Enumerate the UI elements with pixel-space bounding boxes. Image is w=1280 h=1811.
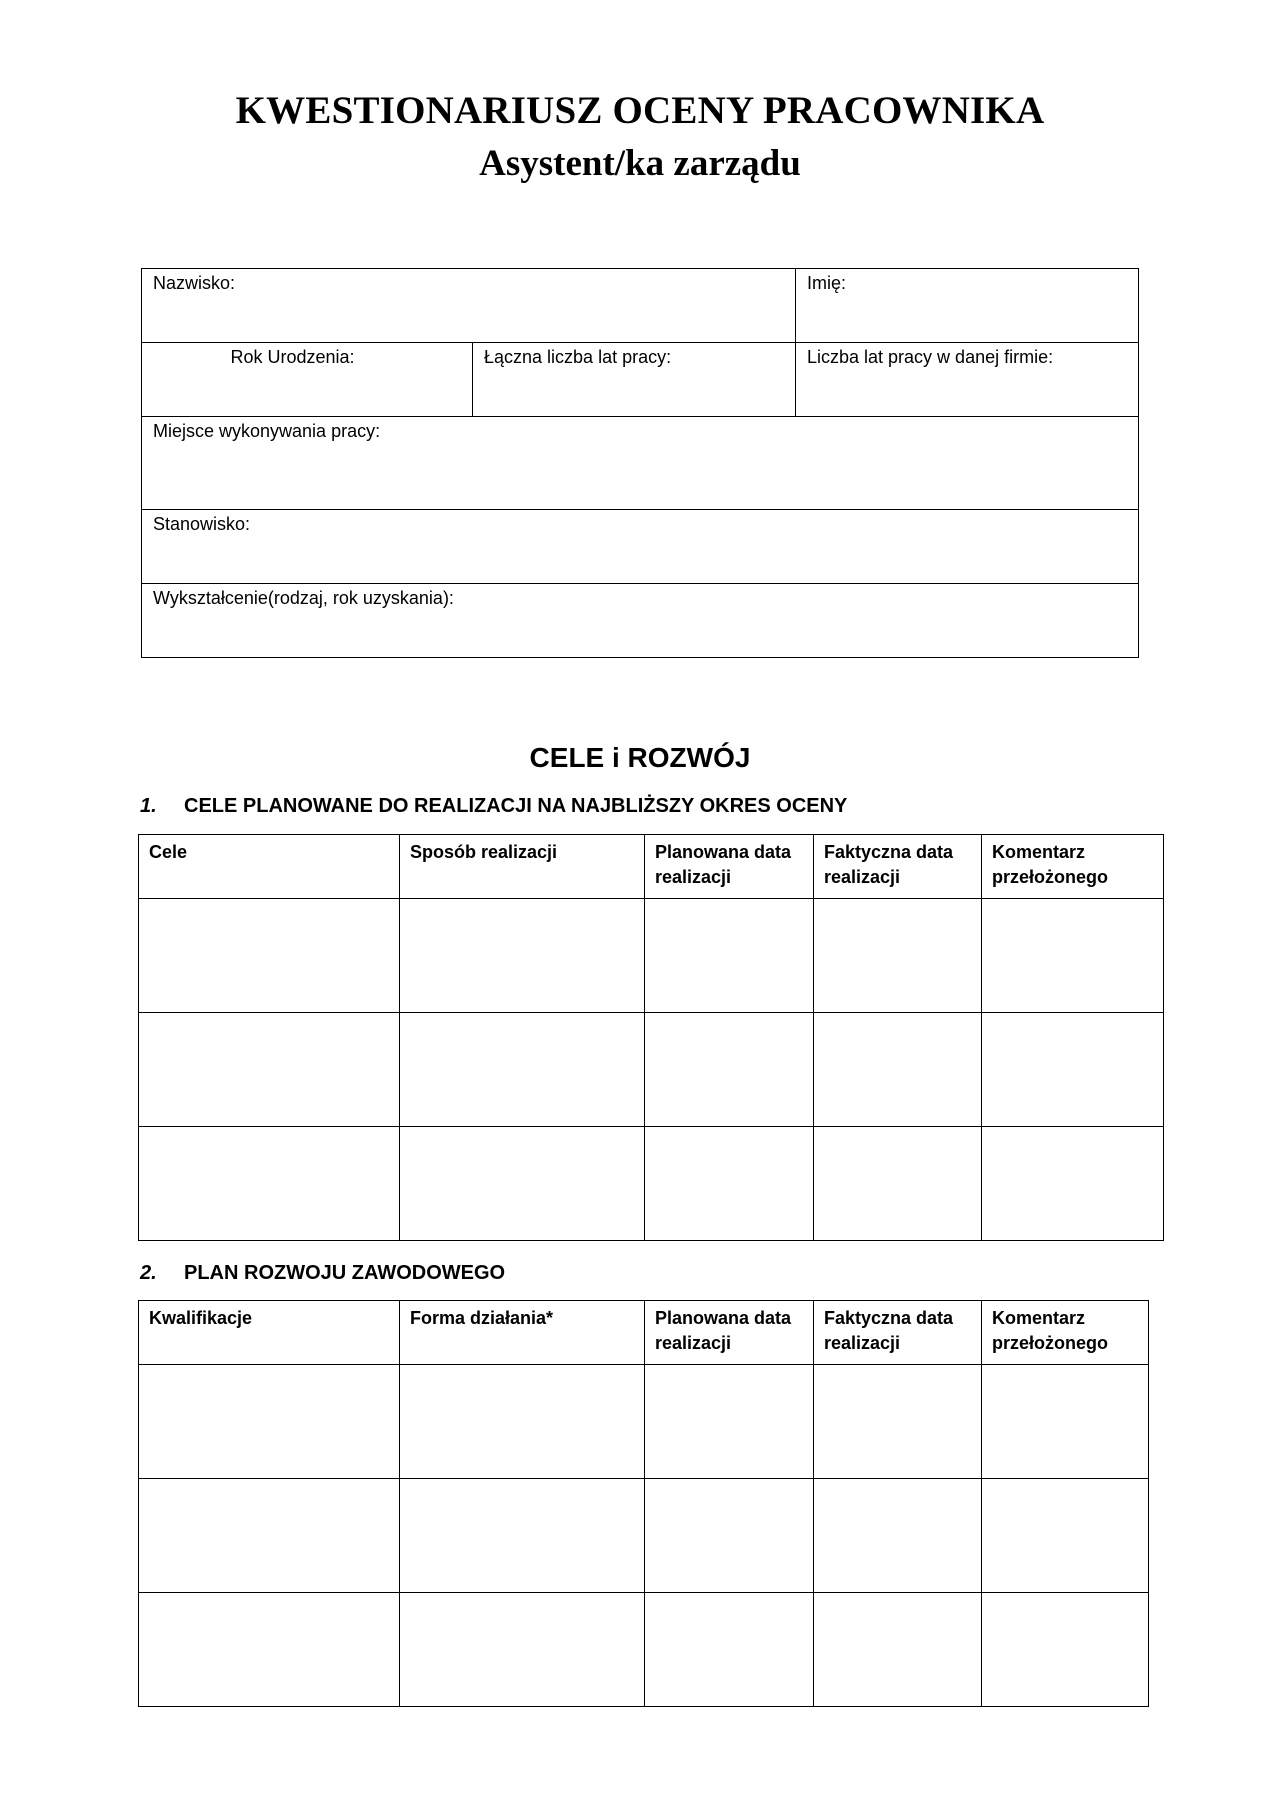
document-title: KWESTIONARIUSZ OCENY PRACOWNIKA (235, 89, 1045, 132)
table-cell[interactable] (645, 1365, 814, 1479)
goals-heading-text: CELE PLANOWANE DO REALIZACJI NA NAJBLIŻSZY OKRES OCENY (184, 795, 848, 817)
table-row (139, 1365, 1149, 1479)
position-label: Stanowisko: (153, 514, 251, 534)
goals-table (138, 834, 1164, 1241)
birth-year-label: Rok Urodzenia: (230, 347, 355, 367)
table-cell[interactable] (645, 1013, 814, 1127)
position-field[interactable] (142, 510, 1139, 584)
table-cell[interactable] (139, 1127, 400, 1241)
goals-column-header: Sposób realizacji (400, 835, 645, 899)
table-cell[interactable] (982, 1365, 1149, 1479)
table-cell[interactable] (400, 1013, 645, 1127)
table-cell[interactable] (982, 1013, 1164, 1127)
plan-heading-text: PLAN ROZWOJU ZAWODOWEGO (184, 1262, 506, 1284)
first-name-label: Imię: (807, 273, 847, 293)
plan-column-header: Planowana data realizacji (645, 1301, 814, 1365)
education-field[interactable] (142, 584, 1139, 658)
first-name-field[interactable] (796, 269, 1139, 343)
total-years-label: Łączna liczba lat pracy: (484, 347, 672, 367)
table-cell[interactable] (814, 1479, 982, 1593)
table-cell[interactable] (814, 899, 982, 1013)
plan-column-header: Forma działania* (400, 1301, 645, 1365)
goals-column-header: Faktyczna data realizacji (814, 835, 982, 899)
table-cell[interactable] (814, 1127, 982, 1241)
table-cell[interactable] (645, 1593, 814, 1707)
plan-column-header: Komentarz przełożonego (982, 1301, 1149, 1365)
table-cell[interactable] (982, 1593, 1149, 1707)
total-years-field[interactable] (473, 343, 796, 417)
table-cell[interactable] (139, 899, 400, 1013)
table-cell[interactable] (645, 899, 814, 1013)
workplace-field[interactable] (142, 417, 1139, 510)
table-cell[interactable] (645, 1127, 814, 1241)
table-cell[interactable] (400, 1127, 645, 1241)
table-row (139, 1013, 1164, 1127)
table-cell[interactable] (139, 1593, 400, 1707)
table-cell[interactable] (982, 899, 1164, 1013)
goals-number: 1. (140, 795, 157, 817)
workplace-label: Miejsce wykonywania pracy: (153, 421, 381, 441)
table-cell[interactable] (982, 1479, 1149, 1593)
table-cell[interactable] (139, 1479, 400, 1593)
plan-number: 2. (140, 1262, 157, 1284)
birth-year-field[interactable] (142, 343, 473, 417)
table-row (139, 1479, 1149, 1593)
table-cell[interactable] (139, 1013, 400, 1127)
goals-column-header: Cele (139, 835, 400, 899)
goals-heading (140, 795, 847, 818)
plan-heading (140, 1262, 505, 1285)
table-cell[interactable] (400, 1365, 645, 1479)
plan-column-header: Faktyczna data realizacji (814, 1301, 982, 1365)
company-years-field[interactable] (796, 343, 1139, 417)
table-cell[interactable] (814, 1013, 982, 1127)
plan-column-header: Kwalifikacje (139, 1301, 400, 1365)
table-cell[interactable] (400, 1479, 645, 1593)
personal-data-table (141, 268, 1139, 658)
table-row (139, 1593, 1149, 1707)
table-cell[interactable] (814, 1365, 982, 1479)
table-row (139, 1127, 1164, 1241)
education-label: Wykształcenie(rodzaj, rok uzyskania): (153, 588, 454, 608)
table-cell[interactable] (645, 1479, 814, 1593)
section-heading: CELE i ROZWÓJ (529, 742, 751, 773)
goals-column-header: Planowana data realizacji (645, 835, 814, 899)
surname-label: Nazwisko: (153, 273, 236, 293)
document-subtitle: Asystent/ka zarządu (479, 143, 801, 184)
table-cell[interactable] (400, 1593, 645, 1707)
table-cell[interactable] (814, 1593, 982, 1707)
table-row (139, 899, 1164, 1013)
table-cell[interactable] (982, 1127, 1164, 1241)
company-years-label: Liczba lat pracy w danej firmie: (807, 347, 1054, 367)
development-plan-table (138, 1300, 1149, 1707)
table-cell[interactable] (400, 899, 645, 1013)
table-cell[interactable] (139, 1365, 400, 1479)
surname-field[interactable] (142, 269, 796, 343)
goals-column-header: Komentarz przełożonego (982, 835, 1164, 899)
